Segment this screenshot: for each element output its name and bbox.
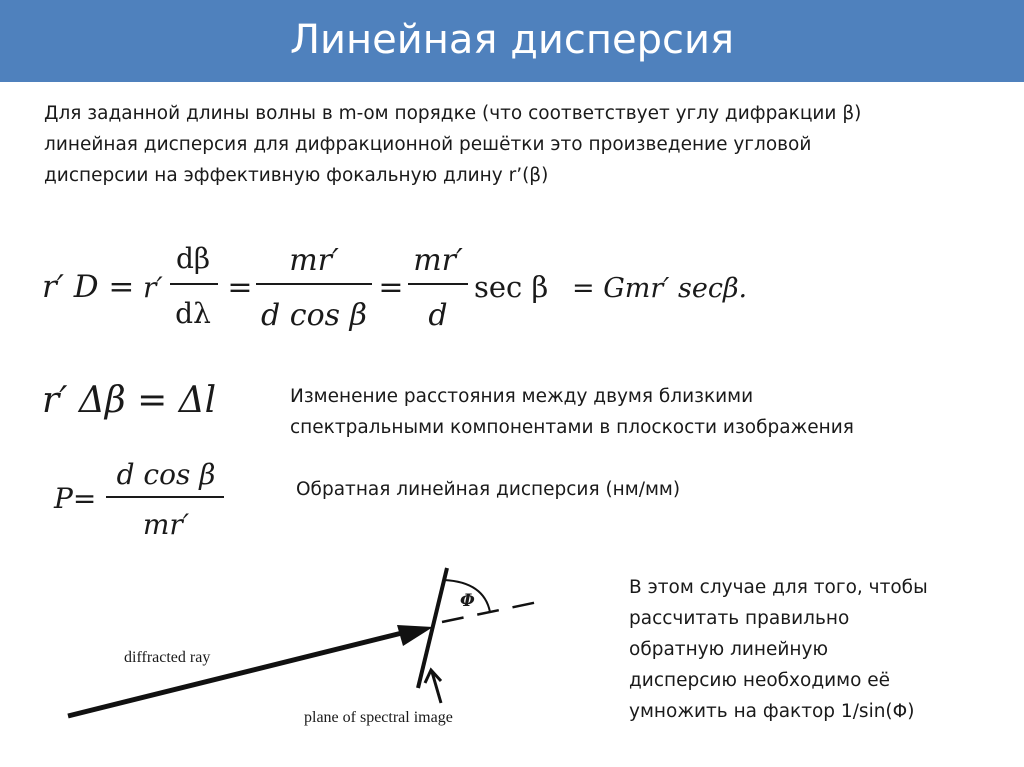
note-line: дисперсию необходимо её: [629, 670, 891, 691]
formula-equals: =: [378, 270, 404, 305]
intro-line: дисперсии на эффективную фокальную длину r’(β): [44, 165, 549, 186]
reciprocal-dispersion-formula: [53, 458, 224, 541]
phi-angle-symbol: Φ: [460, 591, 475, 611]
plane-of-image-label: plane of spectral image: [304, 709, 453, 726]
formula-term4: = Gmr′ secβ.: [572, 273, 748, 304]
formula-term1-denominator: dλ: [175, 297, 211, 330]
intro-line: линейная дисперсия для дифракционной решётки это произведение угловой: [44, 134, 812, 155]
spacing-note: [290, 381, 854, 443]
formula-term1-numerator: dβ: [175, 242, 211, 275]
intro-line: Для заданной длины волны в m-ом порядке (что соответствует углу дифракции β): [44, 103, 862, 124]
diffracted-ray-line: [68, 633, 402, 716]
formula-equals: =: [227, 270, 253, 305]
main-dispersion-formula: [42, 242, 747, 333]
note-line: спектральными компонентами в плоскости изображения: [290, 417, 854, 438]
formula-lhs: r′ D =: [42, 269, 135, 305]
spacing-formula: r′ Δβ = Δl: [42, 380, 217, 421]
note-line: умножить на фактор 1/sin(Φ): [629, 701, 915, 722]
diffracted-ray-label: diffracted ray: [124, 649, 211, 666]
reciprocal-numerator: d cos β: [116, 458, 216, 491]
note-line: рассчитать правильно: [629, 608, 850, 629]
reciprocal-note: Обратная линейная дисперсия (нм/мм): [296, 479, 681, 500]
diffraction-diagram: [68, 568, 538, 726]
note-line: обратную линейную: [629, 639, 829, 660]
reciprocal-denominator: mr′: [142, 508, 190, 541]
formula-term3-numerator: mr′: [413, 243, 463, 278]
note-line: В этом случае для того, чтобы: [629, 577, 928, 598]
formula-term3-denominator: d: [428, 298, 448, 333]
formula-term1-prefix: r′: [143, 271, 163, 304]
formula-term2-numerator: mr′: [289, 243, 339, 278]
reciprocal-lhs: P=: [54, 482, 97, 515]
formula-term3-suffix: sec β: [474, 270, 549, 304]
factor-note: [629, 572, 928, 727]
note-line: Изменение расстояния между двумя близкими: [290, 386, 754, 407]
formula-term2-denominator: d cos β: [261, 298, 367, 333]
slide-title: Линейная дисперсия: [289, 17, 735, 63]
